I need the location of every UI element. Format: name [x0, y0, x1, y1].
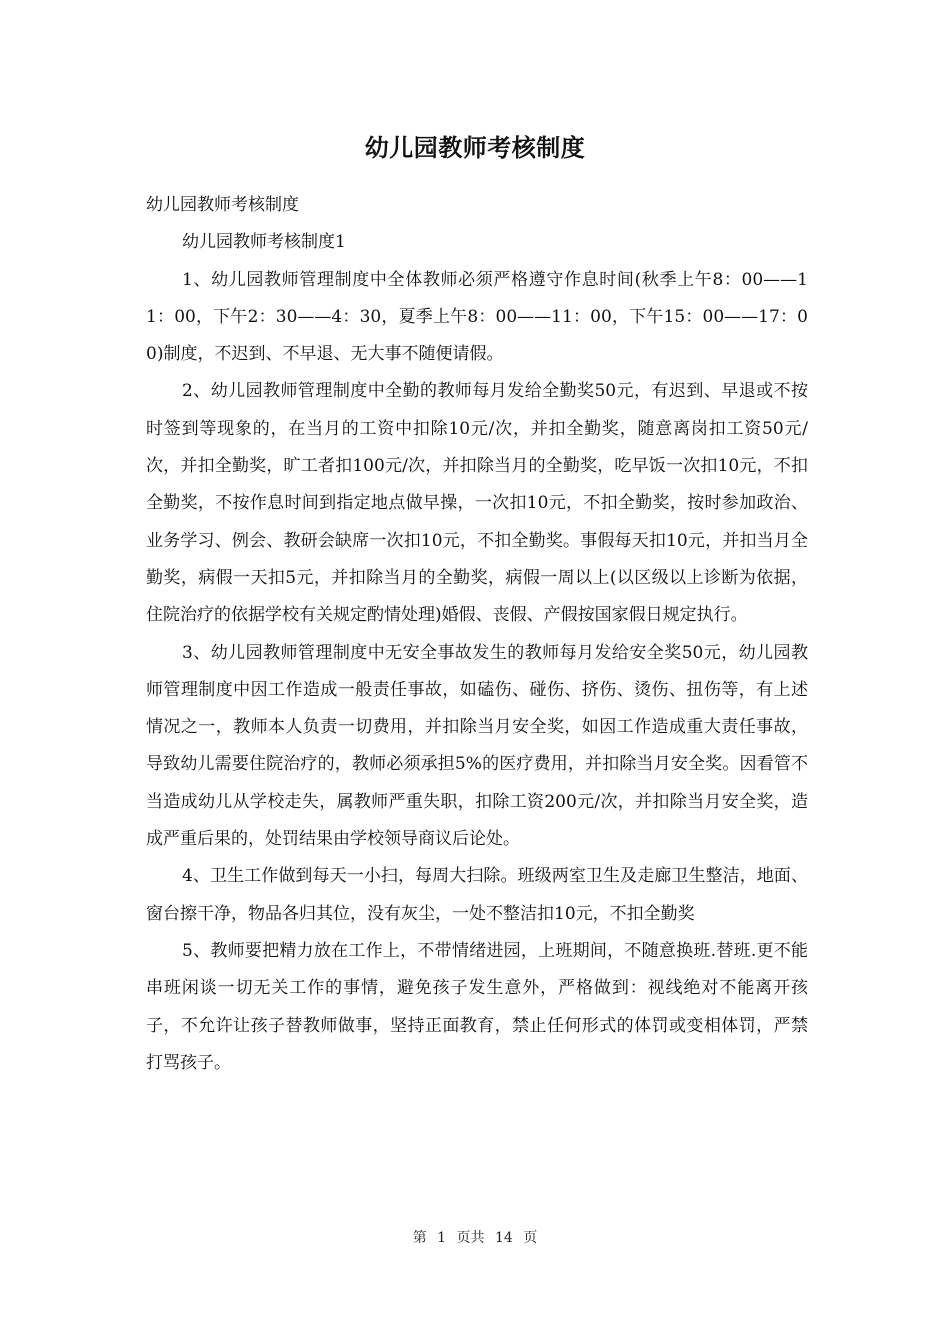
document-title: 幼儿园教师考核制度 — [364, 134, 586, 162]
body-paragraph-subheading: 幼儿园教师考核制度1 — [182, 232, 346, 253]
body-paragraph-rule-3: 3、幼儿园教师管理制度中无安全事故发生的教师每月发给安全奖50元，幼儿园教师管理制度中因工作造成一般责任事故，如磕伤、碰伤、挤伤、烫伤、扭伤等，有上述情况之一，教师本人负责一切费用，并扣除当月安全奖，如因工作造成重大责任事故，导致幼儿需要住院治疗的，教师必须承担5%的医疗费用，并扣除当月安全奖。因看管不当造成幼儿从学校走失，属教师严重失职，扣除工资200元/次，并扣除当月安全奖，造成严重后果的，处罚结果由学校领导商议后论处。 — [146, 642, 808, 850]
body-paragraph-rule-4: 4、卫生工作做到每天一小扫，每周大扫除。班级两室卫生及走廊卫生整洁，地面、窗台擦干净，物品各归其位，没有灰尘，一处不整洁扣10元，不扣全勤奖 — [146, 866, 808, 924]
body-paragraph-rule-1: 1、幼儿园教师管理制度中全体教师必须严格遵守作息时间(秋季上午8：00——11：00，下午2：30——4：30，夏季上午8：00——11：00，下午15：00——17：00)制度，不迟到、不早退、无大事不随便请假。 — [146, 269, 808, 365]
page-footer: 第 1 页共 14 页 — [412, 1230, 538, 1246]
body-paragraph-heading: 幼儿园教师考核制度 — [146, 195, 299, 215]
body-paragraph-rule-5: 5、教师要把精力放在工作上，不带情绪进园，上班期间，不随意换班.替班.更不能串班闲谈一切无关工作的事情，避免孩子发生意外，严格做到：视线绝对不能离开孩子，不允许让孩子替教师做事，坚持正面教育，禁止任何形式的体罚或变相体罚，严禁打骂孩子。 — [146, 940, 808, 1073]
document-body — [146, 187, 808, 1082]
body-paragraph-rule-2: 2、幼儿园教师管理制度中全勤的教师每月发给全勤奖50元，有迟到、早退或不按时签到等现象的，在当月的工资中扣除10元/次，并扣全勤奖，随意离岗扣工资50元/次，并扣全勤奖，旷工者扣100元/次，并扣除当月的全勤奖，吃早饭一次扣10元，不扣全勤奖，不按作息时间到指定地点做早操，一次扣10元，不扣全勤奖，按时参加政治、业务学习、例会、教研会缺席一次扣10元，不扣全勤奖。事假每天扣10元，并扣当月全勤奖，病假一天扣5元，并扣除当月的全勤奖，病假一周以上(以区级以上诊断为依据，住院治疗的依据学校有关规定酌情处理)婚假、丧假、产假按国家假日规定执行。 — [146, 381, 808, 626]
